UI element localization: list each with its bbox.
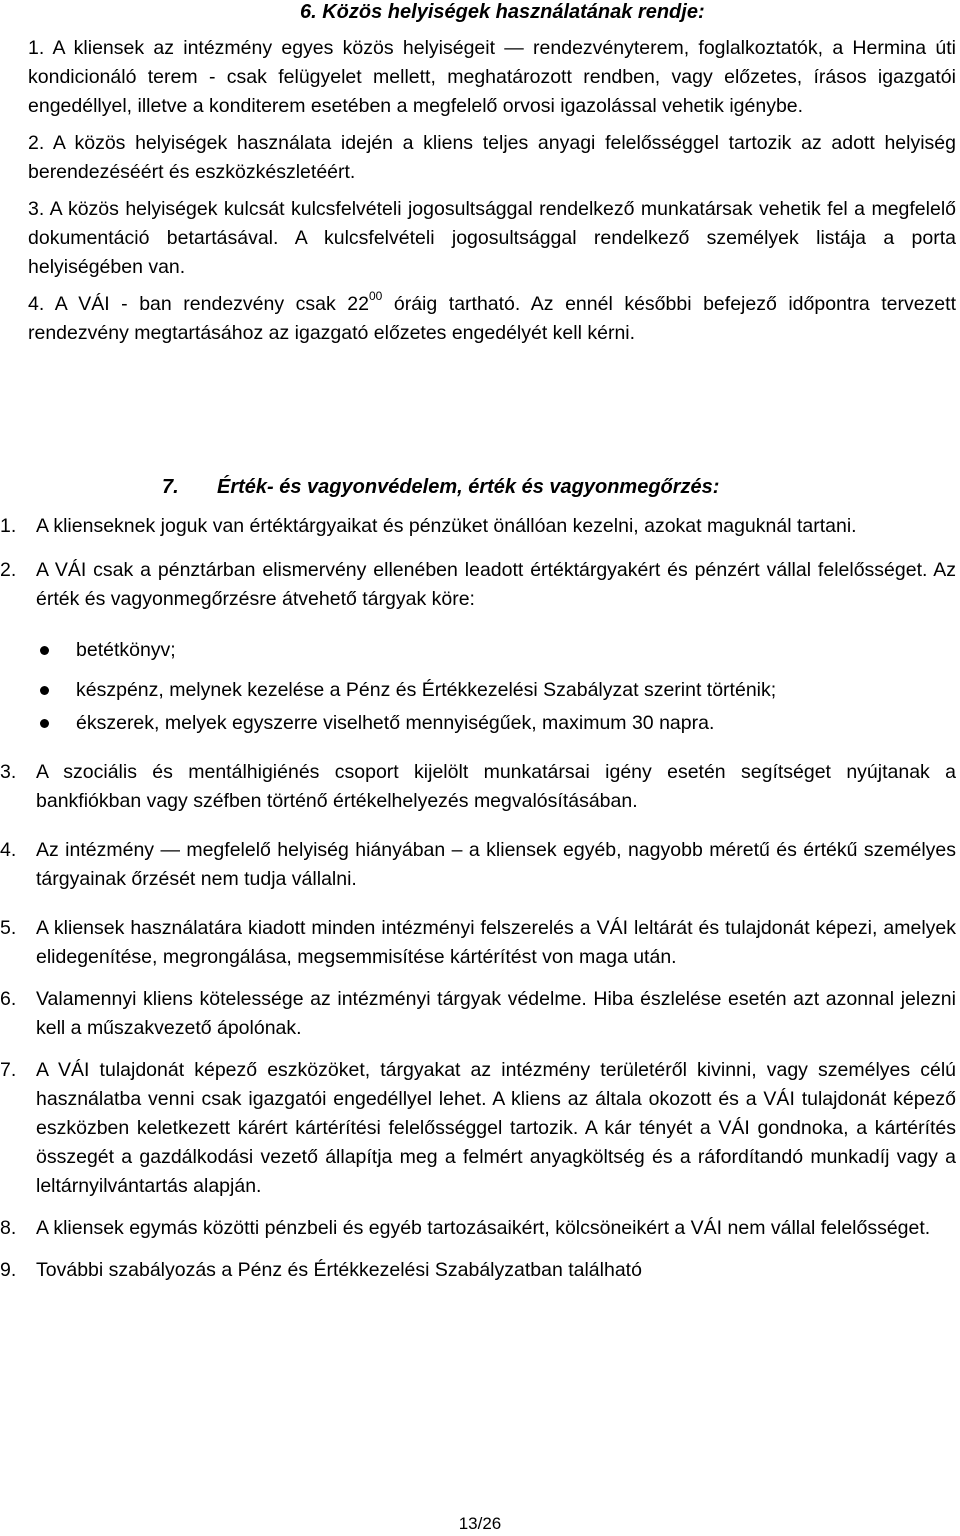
section-7-body xyxy=(0,512,960,1285)
section-7-item-9 xyxy=(0,1256,960,1285)
list-item-text: betétkönyv; xyxy=(76,639,176,661)
item-number: 8. xyxy=(0,1217,17,1239)
bullet-icon xyxy=(40,686,49,695)
section-6-item-2: 2. A közös helyiségek használata idején a kliens teljes anyagi felelősséggel tartozik az adott helyiség berendezéséért és eszközkészletéért. xyxy=(28,132,956,183)
list-item xyxy=(0,676,960,705)
list-item-text: készpénz, melynek kezelése a Pénz és Értékkezelési Szabályzat szerint történik; xyxy=(76,679,777,701)
item-text: Valamennyi kliens kötelessége az intézményi tárgyak védelme. Hiba észlelése esetén azt azonnal jelezni kell a műszakvezető ápolónak. xyxy=(36,988,956,1039)
item-text: A VÁI tulajdonát képező eszközöket, tárgyakat az intézmény területéről kivinni, vagy személyes célú használatba venni csak igazgatói engedéllyel lehet. A kliens az általa okozott és a VÁI tulajdonát képező eszközben keletkezett kárért kártérítési felelősséggel tartozik. A kár tényét a VÁI gondnoka, a kártérítés összegét a gazdálkodási vezető állapítja meg a felmért anyagköltség és a ráfordítandó munkadíj vagy a leltárnyilvántartás alapján. xyxy=(36,1059,956,1197)
section-6-heading: 6. Közös helyiségek használatának rendje: xyxy=(300,1,705,23)
valuables-list xyxy=(0,636,960,738)
item-text: További szabályozás a Pénz és Értékkezelési Szabályzatban található xyxy=(36,1259,642,1281)
section-7-item-7 xyxy=(0,1056,960,1201)
item-text: A kliensek egymás közötti pénzbeli és egyéb tartozásaikért, kölcsöneikért a VÁI nem vállal felelősséget. xyxy=(36,1217,931,1239)
section-7-item-5 xyxy=(0,914,960,972)
item-4-superscript: 00 xyxy=(368,289,383,303)
section-6-item-1: 1. A kliensek az intézmény egyes közös helyiségeit — rendezvényterem, foglalkoztatók, a Hermina úti kondicionáló terem - csak felügyelet mellett, meghatározott rendben, vagy előzetes, írásos igazgatói engedéllyel, illetve a konditerem esetében a megfelelő orvosi igazolással vehetik igénybe. xyxy=(28,37,956,117)
section-7-item-1 xyxy=(0,512,960,541)
item-number: 2. xyxy=(0,559,17,581)
section-6-body xyxy=(28,34,956,348)
list-item xyxy=(0,709,960,738)
list-item xyxy=(0,636,960,665)
section-7-item-8 xyxy=(0,1214,960,1243)
section-7-item-2 xyxy=(0,556,960,614)
page-number: 13/26 xyxy=(458,1514,502,1533)
item-4-text-start: 4. A VÁI - ban rendezvény csak 22 xyxy=(28,293,369,315)
item-text: Az intézmény — megfelelő helyiség hiányában – a kliensek egyéb, nagyobb méretű és értékű személyes tárgyainak őrzését nem tudja vállalni. xyxy=(36,839,956,890)
item-number: 5. xyxy=(0,917,17,939)
item-text: A klienseknek joguk van értéktárgyaikat és pénzüket önállóan kezelni, azokat maguknál tartani. xyxy=(36,515,857,537)
item-number: 7. xyxy=(0,1059,17,1081)
item-text: A szociális és mentálhigiénés csoport kijelölt munkatársai igény esetén segítséget nyújtanak a bankfiókban vagy széfben történő értékelhelyezés megvalósításában. xyxy=(36,761,956,812)
section-7-item-6 xyxy=(0,985,960,1043)
bullet-icon xyxy=(40,646,49,655)
item-text: A kliensek használatára kiadott minden intézményi felszerelés a VÁI leltárát és tulajdonát képezi, amelyek elidegenítése, megrongálása, megsemmisítése kártérítést von maga után. xyxy=(36,917,956,968)
section-7-title: Érték- és vagyonvédelem, érték és vagyonmegőrzés: xyxy=(217,476,720,498)
section-7-heading xyxy=(162,473,719,501)
section-7-number: 7. xyxy=(162,476,179,498)
item-text: A VÁI csak a pénztárban elismervény ellenében leadott értéktárgyakért és pénzért vállal felelősséget. Az érték és vagyonmegőrzésre átvehető tárgyak köre: xyxy=(36,559,956,610)
section-7-item-4 xyxy=(0,836,960,894)
section-6-item-4 xyxy=(28,290,956,348)
item-number: 4. xyxy=(0,839,17,861)
item-number: 6. xyxy=(0,988,17,1010)
item-number: 9. xyxy=(0,1259,17,1281)
list-item-text: ékszerek, melyek egyszerre viselhető mennyiségűek, maximum 30 napra. xyxy=(76,712,715,734)
item-number: 3. xyxy=(0,761,17,783)
bullet-icon xyxy=(40,719,49,728)
item-4-text-end: óráig tartható. Az ennél későbbi befejező időpontra tervezett rendezvény megtartásához az igazgató előzetes engedélyét kell kérni. xyxy=(28,293,956,344)
item-number: 1. xyxy=(0,515,17,537)
section-7-item-3 xyxy=(0,758,960,816)
section-6-item-3: 3. A közös helyiségek kulcsát kulcsfelvételi jogosultsággal rendelkező munkatársak vehetik fel a megfelelő dokumentáció betartásával. A kulcsfelvételi jogosultsággal rendelkező személyek listája a porta helyiségében van. xyxy=(28,198,956,278)
